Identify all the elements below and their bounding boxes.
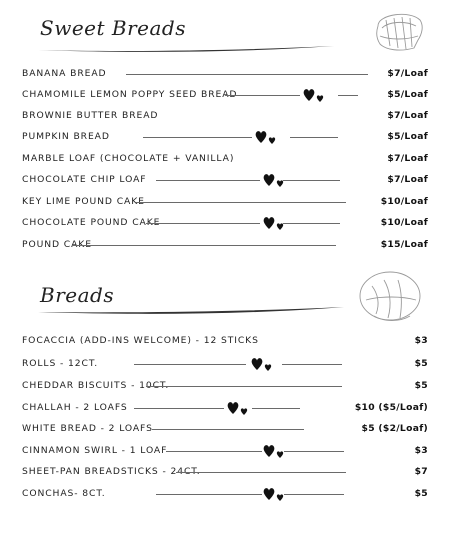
hearts-icon [254,129,278,145]
leader-line [156,180,260,181]
sweet-bread-price: $10/Loaf [380,196,428,207]
leader-line [72,245,336,246]
bread-row [22,357,428,371]
hearts-icon [262,486,286,502]
sweet-bread-price: $7/Loaf [387,174,428,185]
sweet-bread-price: $7/Loaf [387,153,428,164]
bread-name: CINNAMON SWIRL - 1 LOAF [22,445,168,456]
bread-name: FOCACCIA (ADD-INS WELCOME) - 12 STICKS [22,335,259,346]
sweet-breads-title-swoosh [36,42,336,56]
bread-row [22,401,428,415]
sweet-bread-row [22,109,428,123]
sweet-breads-title: Sweet Breads [40,16,186,40]
bread-name: ROLLS - 12CT. [22,358,99,369]
bread-name: CHALLAH - 2 LOAFS [22,402,128,413]
leader-line [176,472,346,473]
leader-line [282,364,342,365]
leader-line [338,95,358,96]
sweet-bread-name: CHOCOLATE CHIP LOAF [22,174,147,185]
sweet-bread-name: MARBLE LOAF (CHOCOLATE + VANILLA) [22,153,235,164]
round-bread-icon [354,266,426,324]
leader-line [166,451,262,452]
bread-price: $3 [414,335,428,346]
leader-line [225,95,300,96]
hearts-icon [262,215,286,231]
bread-price: $5 [414,380,428,391]
sweet-bread-name: PUMPKIN BREAD [22,131,110,142]
leader-line [283,180,340,181]
sweet-bread-name: BANANA BREAD [22,68,107,79]
hearts-icon [250,356,274,372]
bread-price: $7 [414,466,428,477]
hearts-icon [226,400,250,416]
breads-title: Breads [40,283,115,307]
sweet-bread-name: POUND CAKE [22,239,92,250]
sweet-bread-name: CHOCOLATE POUND CAKE [22,217,161,228]
bread-row [22,465,428,479]
leader-line [156,494,262,495]
breads-title-swoosh [36,304,346,318]
bread-row [22,444,428,458]
leader-line [146,223,260,224]
bread-price: $5 [414,488,428,499]
bread-row [22,422,428,436]
leader-line [284,451,344,452]
leader-line [152,429,304,430]
sweet-bread-price: $10/Loaf [380,217,428,228]
sweet-bread-price: $7/Loaf [387,110,428,121]
leader-line [252,408,300,409]
leader-line [143,137,252,138]
bread-price: $5 ($2/Loaf) [361,423,428,434]
bread-row [22,334,428,348]
sweet-bread-row [22,152,428,166]
bread-loaf-icon [370,6,428,54]
bread-name: CONCHAS- 8CT. [22,488,106,499]
leader-line [284,494,344,495]
sweet-bread-price: $5/Loaf [387,89,428,100]
sweet-bread-name: BROWNIE BUTTER BREAD [22,110,159,121]
leader-line [136,202,346,203]
sweet-bread-row [22,130,428,144]
leader-line [283,223,340,224]
bread-row [22,379,428,393]
bread-name: SHEET-PAN BREADSTICKS - 24CT. [22,466,201,477]
sweet-bread-price: $5/Loaf [387,131,428,142]
bread-price: $3 [414,445,428,456]
sweet-bread-row [22,238,428,252]
sweet-bread-row [22,67,428,81]
sweet-bread-row [22,216,428,230]
leader-line [146,386,342,387]
leader-line [290,137,338,138]
bread-row [22,487,428,501]
sweet-bread-row [22,195,428,209]
hearts-icon [262,443,286,459]
hearts-icon [262,172,286,188]
bread-name: CHEDDAR BISCUITS - 10CT. [22,380,170,391]
hearts-icon [302,87,326,103]
leader-line [134,408,224,409]
leader-line [134,364,246,365]
sweet-bread-row [22,173,428,187]
bread-name: WHITE BREAD - 2 LOAFS [22,423,153,434]
bread-price: $5 [414,358,428,369]
sweet-bread-price: $15/Loaf [380,239,428,250]
sweet-bread-name: KEY LIME POUND CAKE [22,196,145,207]
leader-line [126,74,368,75]
sweet-bread-price: $7/Loaf [387,68,428,79]
sweet-bread-row [22,88,428,102]
sweet-bread-name: CHAMOMILE LEMON POPPY SEED BREAD [22,89,238,100]
bread-price: $10 ($5/Loaf) [354,402,428,413]
